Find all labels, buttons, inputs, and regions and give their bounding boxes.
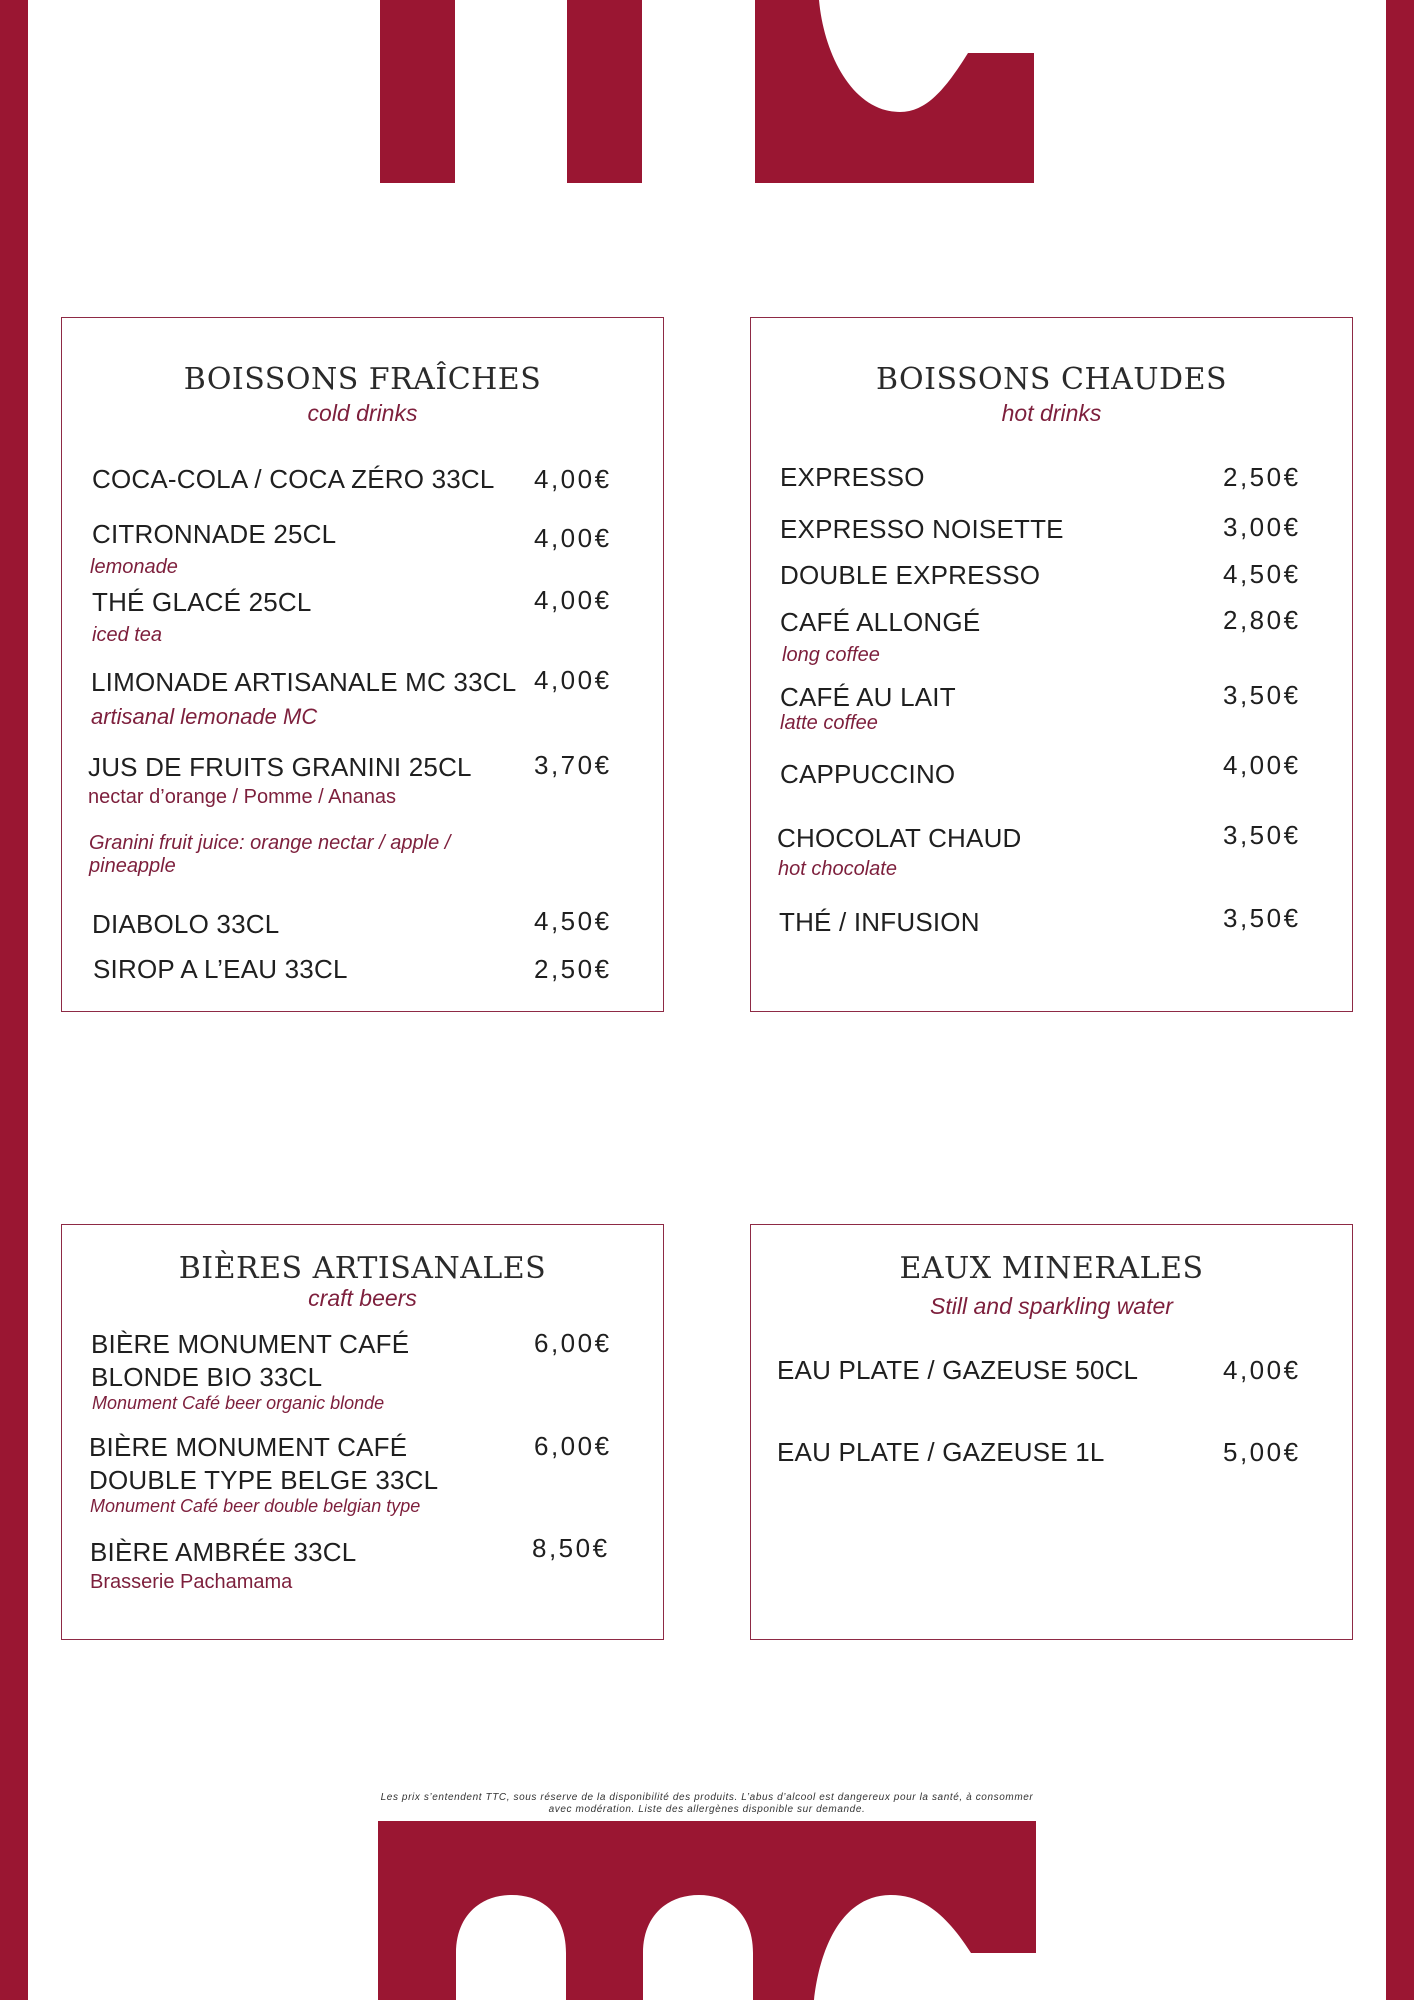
menu-item-translation: hot chocolate [778, 858, 897, 880]
cold-drinks-panel [61, 317, 664, 1012]
menu-item-name: JUS DE FRUITS GRANINI 25CL [88, 752, 472, 782]
menu-item-name: EXPRESSO [780, 462, 925, 492]
menu-item-name: SIROP A L’EAU 33CL [93, 954, 348, 984]
menu-item-translation: long coffee [782, 644, 880, 666]
menu-item-price: 5,00€ [1223, 1437, 1301, 1467]
menu-item-translation: latte coffee [780, 712, 878, 734]
menu-item-description: Brasserie Pachamama [90, 1571, 293, 1593]
section-subtitle: Still and sparkling water [930, 1293, 1173, 1319]
menu-item-price: 4,00€ [534, 585, 612, 615]
menu-item-translation: Monument Café beer organic blonde [92, 1393, 385, 1413]
menu-item-name: CITRONNADE 25CL [92, 519, 337, 549]
section-title: EAUX MINERALES [899, 1251, 1204, 1286]
menu-item-name: DIABOLO 33CL [92, 909, 280, 939]
menu-item-price: 3,50€ [1223, 903, 1301, 933]
menu-item-name: EAU PLATE / GAZEUSE 50CL [777, 1355, 1139, 1385]
menu-item-name: THÉ / INFUSION [779, 907, 980, 937]
section-title: BOISSONS FRAÎCHES [183, 362, 542, 397]
menu-item-price: 4,00€ [1223, 750, 1301, 780]
menu-item-price: 2,80€ [1223, 605, 1301, 635]
menu-item-name: BIÈRE AMBRÉE 33CL [90, 1537, 357, 1567]
menu-item-price: 4,00€ [534, 665, 612, 695]
menu-item-price: 3,00€ [1223, 512, 1301, 542]
menu-item-name: LIMONADE ARTISANALE MC 33CL [91, 667, 517, 697]
mc-logo-bottom-icon [378, 1821, 1036, 2000]
menu-item-price: 4,00€ [534, 523, 612, 553]
menu-item-name: CAFÉ AU LAIT [780, 682, 956, 712]
section-subtitle: craft beers [308, 1285, 417, 1311]
menu-item-translation: iced tea [92, 624, 163, 646]
menu-item-price: 2,50€ [1223, 462, 1301, 492]
menu-item-price: 8,50€ [532, 1533, 610, 1563]
menu-item-name: CHOCOLAT CHAUD [777, 823, 1022, 853]
craft-beers-panel [61, 1224, 664, 1640]
menu-item-name: THÉ GLACÉ 25CL [92, 587, 312, 617]
menu-item-name: BIÈRE MONUMENT CAFÉ DOUBLE TYPE BELGE 33CL [89, 1432, 439, 1495]
left-brand-stripe [0, 0, 28, 2000]
hot-drinks-panel [750, 317, 1353, 1012]
legal-disclaimer: Les prix s’entendent TTC, sous réserve de la disponibilité des produits. L’abus d’alcool est dangereux pour la santé, à consommer avec modération. Liste des allergènes disponible sur demande. [380, 1792, 1034, 1815]
menu-item-price: 4,00€ [534, 464, 612, 494]
menu-item-name: CAFÉ ALLONGÉ [780, 607, 981, 637]
menu-item-name: EXPRESSO NOISETTE [780, 514, 1064, 544]
menu-item-price: 4,50€ [1223, 559, 1301, 589]
menu-item-price: 2,50€ [534, 954, 612, 984]
section-subtitle: hot drinks [1001, 400, 1102, 426]
menu-item-price: 3,50€ [1223, 820, 1301, 850]
menu-item-name: BIÈRE MONUMENT CAFÉ BLONDE BIO 33CL [91, 1329, 410, 1392]
menu-item-price: 3,50€ [1223, 680, 1301, 710]
mineral-water-panel [750, 1224, 1353, 1640]
section-title: BOISSONS CHAUDES [875, 362, 1228, 397]
right-brand-stripe [1386, 0, 1414, 2000]
section-subtitle: cold drinks [307, 400, 418, 426]
menu-item-description: nectar d’orange / Pomme / Ananas [88, 786, 396, 808]
mc-logo-top-icon [378, 0, 1036, 185]
menu-item-name: EAU PLATE / GAZEUSE 1L [777, 1437, 1105, 1467]
menu-item-price: 6,00€ [534, 1328, 612, 1358]
menu-item-translation: Monument Café beer double belgian type [90, 1496, 421, 1516]
menu-item-name: COCA-COLA / COCA ZÉRO 33CL [92, 464, 495, 494]
menu-item-translation: Granini fruit juice: orange nectar / apple / pineapple [89, 832, 451, 877]
menu-item-price: 4,00€ [1223, 1355, 1301, 1385]
menu-item-translation: lemonade [90, 556, 178, 578]
menu-item-translation: artisanal lemonade MC [91, 704, 318, 729]
menu-item-name: CAPPUCCINO [780, 759, 956, 789]
menu-item-price: 4,50€ [534, 906, 612, 936]
menu-item-name: DOUBLE EXPRESSO [780, 560, 1041, 590]
menu-item-price: 3,70€ [534, 750, 612, 780]
menu-item-price: 6,00€ [534, 1431, 612, 1461]
section-title: BIÈRES ARTISANALES [178, 1251, 547, 1286]
